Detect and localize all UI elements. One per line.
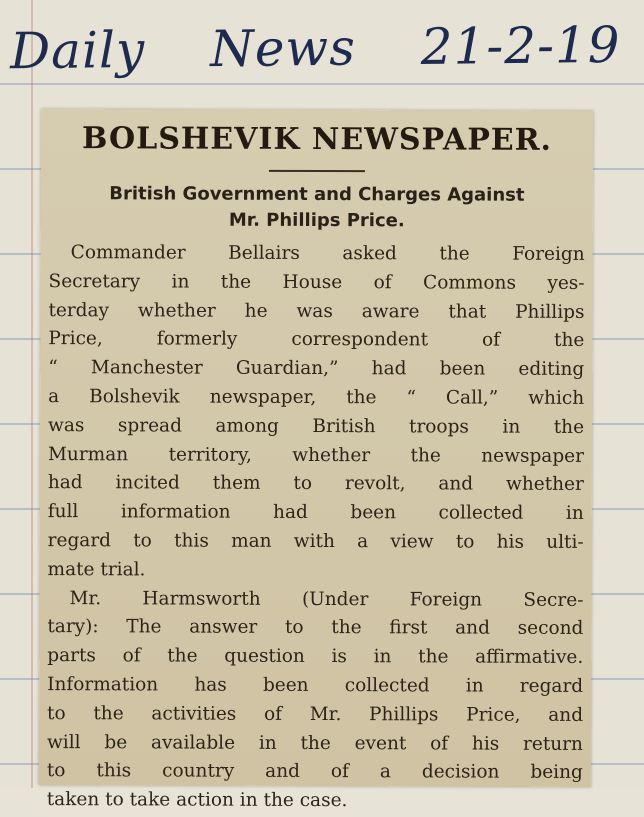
subheadline-line: British Government and Charges Against <box>109 183 525 206</box>
article-line: mate trial. <box>47 558 146 581</box>
article-body <box>47 239 585 817</box>
article-line: Mr. Harmsworth (Under Foreign Secre- <box>69 587 584 611</box>
article-line: Commander Bellairs asked the Foreign <box>70 242 585 265</box>
article-line: was spread among British troops in the <box>48 414 585 438</box>
clipping-subheadline <box>47 181 587 235</box>
article-paragraph-2 <box>47 585 584 817</box>
article-line: will be available in the event of his return <box>46 731 584 755</box>
subheadline-line: Mr. Phillips Price. <box>228 209 405 232</box>
article-line: Murman territory, whether the newspaper <box>47 443 585 467</box>
article-line: terday whether he was aware that Phillips <box>48 299 585 323</box>
clipping-headline: BOLSHEVIK NEWSPAPER. <box>82 121 553 158</box>
newspaper-clipping <box>39 109 593 812</box>
article-line: “ Manchester Guardian,” had been editing <box>48 357 585 381</box>
article-line: to this country and of a decision being <box>46 760 583 784</box>
article-line: had incited them to revolt, and whether <box>47 472 584 496</box>
article-line: full information had been collected in <box>47 501 584 525</box>
article-line: parts of the question is in the affirmative. <box>47 645 584 669</box>
article-line: taken to take action in the case. <box>46 789 348 812</box>
article-line: Information has been collected in regard <box>47 674 584 697</box>
article-line: a Bolshevik newspaper, the “ Call,” which <box>48 386 585 409</box>
article-line: tary): The answer to the first and second <box>47 616 584 640</box>
article-line: regard to this man with a view to his ulti- <box>47 530 584 553</box>
headline-divider <box>269 170 365 172</box>
article-line: Secretary in the House of Commons yes- <box>48 270 585 294</box>
article-line: Price, formerly correspondent of the <box>48 328 585 352</box>
article-paragraph-1 <box>48 239 585 586</box>
article-line: to the activities of Mr. Phillips Price, and <box>47 702 584 726</box>
handwritten-date-note: Daily News 21-2-19 <box>9 15 621 81</box>
